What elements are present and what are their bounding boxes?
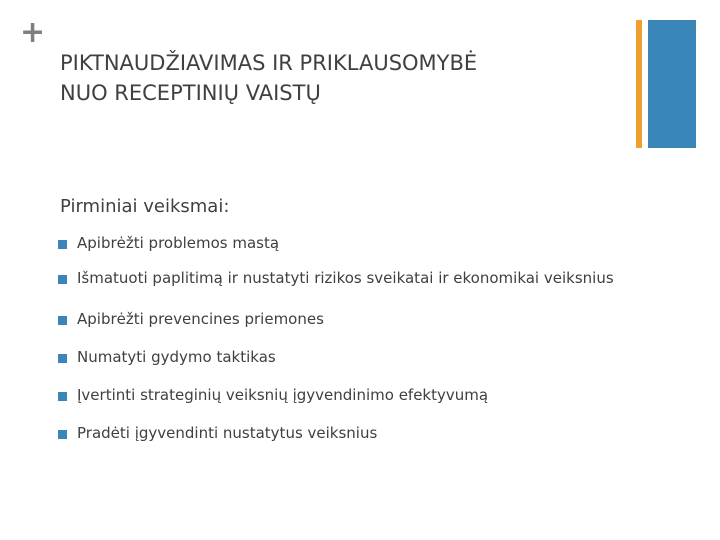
subheading: Pirminiai veiksmai: xyxy=(60,196,230,217)
blue-accent-block xyxy=(648,20,696,148)
list-item xyxy=(58,267,624,289)
list-item xyxy=(58,232,624,254)
title-line-2: NUO RECEPTINIŲ VAISTŲ xyxy=(60,81,321,105)
bullet-text: Numatyti gydymo taktikas xyxy=(77,348,276,366)
bullet-square-icon xyxy=(58,275,67,284)
bullet-text: Išmatuoti paplitimą ir nustatyti rizikos sveikatai ir ekonomikai veiksnius xyxy=(77,269,614,287)
plus-icon: + xyxy=(20,15,46,50)
title-line-1: PIKTNAUDŽIAVIMAS IR PRIKLAUSOMYBĖ xyxy=(60,51,478,75)
bullet-text: Pradėti įgyvendinti nustatytus veiksnius xyxy=(77,424,378,442)
bullet-square-icon xyxy=(58,316,67,325)
list-item xyxy=(58,346,624,368)
list-item xyxy=(58,308,624,330)
bullet-square-icon xyxy=(58,430,67,439)
bullet-list xyxy=(58,232,624,460)
list-item xyxy=(58,422,624,444)
slide-title xyxy=(60,48,600,108)
bullet-square-icon xyxy=(58,240,67,249)
list-item xyxy=(58,384,624,406)
bullet-text: Įvertinti strateginių veiksnių įgyvendinimo efektyvumą xyxy=(77,386,489,404)
orange-accent-bar xyxy=(636,20,642,148)
bullet-square-icon xyxy=(58,392,67,401)
bullet-square-icon xyxy=(58,354,67,363)
bullet-text: Apibrėžti prevencines priemones xyxy=(77,310,324,328)
bullet-text: Apibrėžti problemos mastą xyxy=(77,234,280,252)
